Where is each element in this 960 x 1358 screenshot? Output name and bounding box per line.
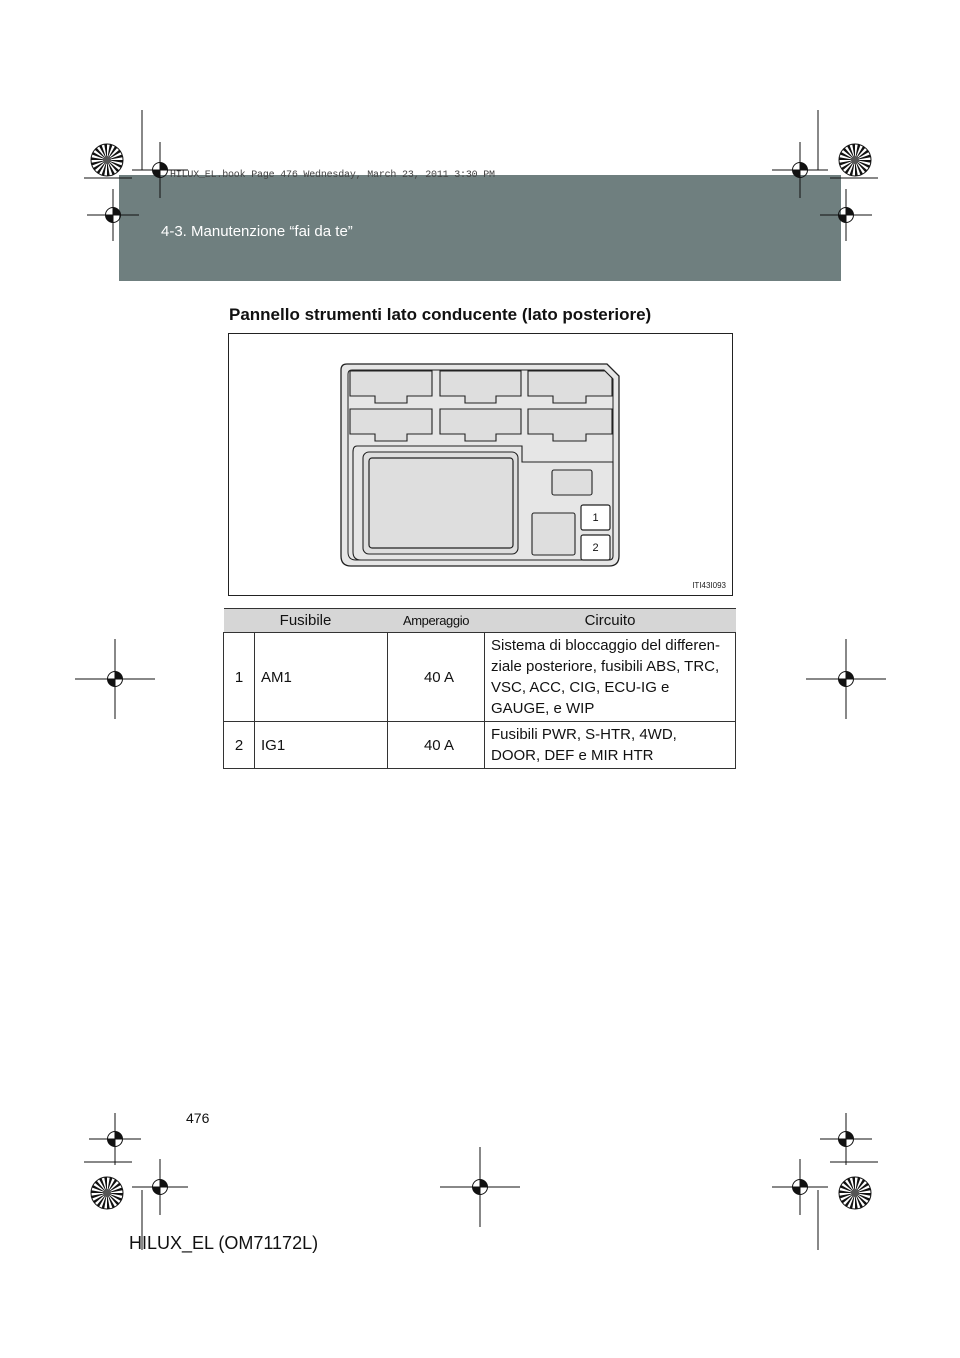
diagram-title: Pannello strumenti lato conducente (lato posteriore): [229, 305, 652, 324]
large-block-inner: [369, 458, 513, 548]
small-block-bottom: [532, 513, 575, 555]
fuse-name: IG1: [255, 722, 388, 769]
registration-mark-icon: [772, 1159, 828, 1215]
footer-model: HILUX_EL (OM71172L): [129, 1233, 319, 1253]
image-code: ITI43I093: [692, 581, 726, 590]
file-stamp: HILUX_EL.book Page 476 Wednesday, March 23, 2011 3:30 PM: [170, 170, 495, 181]
header-amperaggio: Amperaggio: [388, 609, 485, 633]
table-row: [224, 633, 736, 722]
fuse-2-callout: 2: [592, 542, 599, 554]
fuse-circuit: Sistema di bloccaggio del differen-ziale posteriore, fusibili ABS, TRC, VSC, ACC, CIG, ECU-IG e GAUGE, e WIP: [485, 633, 736, 722]
header-fusibile: Fusibile: [224, 609, 388, 633]
small-block-top: [552, 470, 592, 495]
fuse-1-callout: 1: [592, 512, 599, 524]
fuse-amperage: 40 A: [388, 722, 485, 769]
registration-mark-icon: [806, 639, 886, 719]
starburst-mark-icon: [91, 144, 123, 176]
fuse-box-figure: [228, 333, 733, 596]
fuse-table: [223, 608, 736, 769]
header-circuito: Circuito: [485, 609, 736, 633]
fuse-circuit: Fusibili PWR, S-HTR, 4WD, DOOR, DEF e MIR HTR: [485, 722, 736, 769]
fuse-name: AM1: [255, 633, 388, 722]
relay-row-1: [350, 371, 612, 403]
starburst-mark-icon: [839, 1177, 871, 1209]
registration-mark-icon: [89, 1113, 141, 1165]
section-label: 4-3. Manutenzione “fai da te”: [161, 223, 353, 240]
registration-mark-icon: [132, 1159, 188, 1215]
table-header-row: [224, 609, 736, 633]
starburst-mark-icon: [91, 1177, 123, 1209]
page-number: 476: [186, 1110, 210, 1126]
fuse-number: 1: [224, 633, 255, 722]
registration-mark-icon: [820, 1113, 872, 1165]
starburst-mark-icon: [839, 144, 871, 176]
fuse-number: 2: [224, 722, 255, 769]
registration-mark-icon: [440, 1147, 520, 1227]
fuse-amperage: 40 A: [388, 633, 485, 722]
fuse-box-diagram: [229, 334, 734, 597]
table-row: [224, 722, 736, 769]
registration-mark-icon: [75, 639, 155, 719]
relay-row-2: [350, 409, 612, 441]
